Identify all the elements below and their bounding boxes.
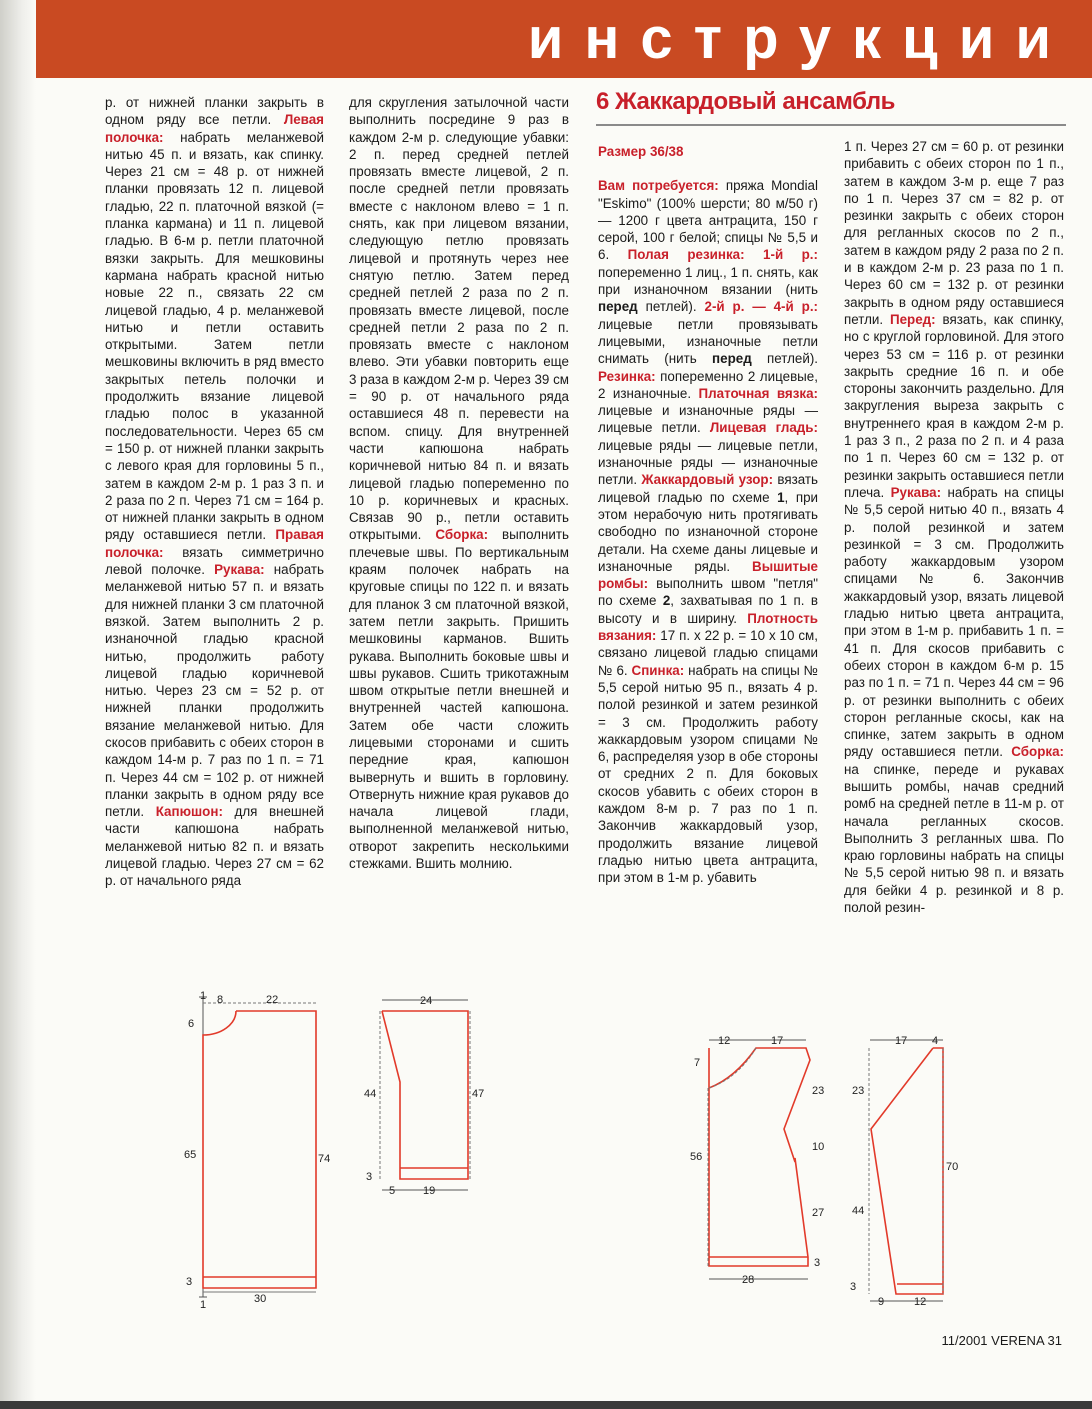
- hood-heading: Капюшон:: [155, 804, 223, 820]
- page-footer: [942, 1333, 1063, 1348]
- hood-text: для внешней части капюшона набрать меланжевой нитью 82 п. и вязать лицевой гладью. Через 27 см = 62 р. от начального ряда: [105, 804, 324, 889]
- density-text: 17 п. х 22 р. = 10 х 10 см, связано лицевой гладью спицами № 6.: [598, 628, 818, 678]
- dim-5: 5: [389, 1185, 396, 1197]
- dim-8: 8: [217, 994, 224, 1006]
- right-front-text: вязать симметрично левой полочке.: [105, 544, 324, 578]
- sleeve-heading: Рукава:: [214, 562, 265, 578]
- rib-text4: петлей).: [766, 351, 818, 367]
- jacquard-text2: , при этом нерабочую нить протягивать свободно по изнаночной стороне детали. На схеме даны лицевые и изнаночные ряды.: [598, 489, 818, 574]
- dim-47: 47: [472, 1088, 485, 1100]
- dim-4: 4: [932, 1035, 939, 1047]
- sleeve2-heading: Рукава:: [890, 484, 942, 500]
- dim-24: 24: [420, 995, 433, 1007]
- schematic-body: [690, 1035, 824, 1286]
- dim-22: 22: [266, 994, 279, 1006]
- left-front-text: набрать меланжевой нитью 45 п. и вязать, как спинку. Через 21 см = 48 р. от нижней планки провязать 12 п. лицевой гладью, 22 п. платочной вязкой (= планка кармана) и 11 п. лицевой гладью. В 6-м р. петли платочной вязки закрыть. Для мешковины кармана набрать красной нитью новые 22 п., связать 22 см лицевой гладью, 4 р. меланжевой нитью и петли оставить открытыми. Затем петли мешковины включить в ряд вместо закрытых петель полочки и продолжить вязание лицевой гладью полос в указанной последовательности. Через 65 см = 150 р. от нижней планки закрыть с левого края для горловины 5 п., затем в каждом 2-м р. 1 раз 3 п. и 2 раза по 2 п. Через 71 см = 164 р. от нижней планки закрыть в одном ряду оставшиеся петли.: [105, 129, 324, 543]
- sleeve2-text: набрать на спицы № 5,5 серой нитью 40 п., вязать 4 р. полой резинкой и затем резинкой = 3 см. Продолжить работу жаккардовым узором спицами № 6. Закончив жаккардовый узор, вязать лицевой гладью нитью цвета антрацита, при этом в 1-м р. прибавить 1 п. = 41 п. Для скосов прибавить с обеих сторон в каждом 6-м р. 15 раз по 1 п. = 71 п. Через 44 см = 96 р. от резинки выполнить с обеих сторон регланные скосы, как на спинке, затем закрыть в одном ряду оставшиеся петли.: [844, 484, 1064, 760]
- jacquard-text1: вязать лицевой гладью по схеме: [598, 472, 818, 505]
- section-title: 6 Жаккардовый ансамбль: [596, 88, 895, 115]
- schematic-raglan-sleeve: [850, 1035, 958, 1308]
- dim-1-bottom: 1: [200, 1299, 207, 1311]
- dim-3: 3: [186, 1276, 193, 1288]
- dim-9: 9: [878, 1296, 885, 1308]
- back-text: набрать на спицы № 5,5 серой нитью 95 п., вязать 4 р. полой резинкой и затем резинкой = 3 см. Продолжить работу жаккардовым узором спицами № 6, распределяя узор в обе стороны от средних 2 п. Для боковых скосов убавить с обеих сторон в каждом 8-м р. 7 раз по 1 п. Закончив жаккардовый узор, продолжить вязание лицевой гладью нитью цвета антрацита, при этом в 1-м р. убавить: [598, 662, 818, 886]
- dim-70: 70: [946, 1161, 959, 1173]
- front-heading: Перед:: [889, 311, 936, 327]
- dim-sleeve-3: 3: [366, 1171, 373, 1183]
- garter-heading: Платочная вязка:: [698, 385, 818, 401]
- assembly2-heading: Сборка:: [1011, 744, 1064, 760]
- dim-44: 44: [364, 1088, 377, 1100]
- dim-74: 74: [318, 1153, 331, 1165]
- dim-raglan-44: 44: [852, 1205, 865, 1217]
- back-heading: Спинка:: [631, 662, 685, 678]
- sleeve-text: набрать меланжевой нитью 57 п. и вязать для нижней планки 3 см платочной вязкой. Затем выполнить 2 р. изнаночной гладью красной нитью, продолжить работу лицевой гладью коричневой нитью. Через 23 см = 52 р. от нижней планки продолжить вязание меланжевой нитью. Для скосов прибавить с обеих сторон в каждом 14-м р. 7 раз по 1 п. = 71 п. Через 44 см = 102 р. от нижней планки закрыть в одном ряду все петли.: [105, 562, 324, 820]
- header-title: инструкции: [527, 6, 1072, 71]
- dim-12: 12: [718, 1035, 731, 1047]
- dim-23: 23: [812, 1085, 825, 1097]
- dim-30: 30: [254, 1293, 267, 1305]
- dim-raglan-12: 12: [914, 1296, 927, 1308]
- dim-7: 7: [694, 1057, 701, 1069]
- schematic-sleeve: [364, 995, 484, 1197]
- col1-intro: р. от нижней планки закрыть в одном ряду все петли.: [105, 95, 324, 128]
- rib-front1: перед: [598, 299, 638, 315]
- rib-front2: перед: [712, 351, 752, 367]
- rib-text1: попеременно 1 лиц., 1 п. снять, как при изнаночном вязании (нить: [598, 264, 818, 298]
- dim-10: 10: [812, 1141, 825, 1153]
- jacquard-scheme-number: 1: [777, 489, 785, 505]
- assembly-text: выполнить плечевые швы. По вертикальным краям полочек набрать на круговые спицы по 122 п. и вязать для планок 3 см платочной вязкой, затем петли закрыть. Пришить мешковины карманов. Вшить рукава. Выполнить боковые швы и швы рукавов. Сшить трикотажным швом открытые петли внешней и внутренней частей капюшона. Затем обе части сложить лицевыми сторонами и сшить передние края, капюшон вывернуть и вшить в горловину. Отвернуть нижние края рукавов до начала лицевой глади, выполненной меланжевой нитью, отворот закрепить несколькими стежками. Вшить молнию.: [349, 527, 569, 872]
- embroidery-scheme-number: 2: [662, 593, 671, 609]
- dim-19: 19: [423, 1185, 436, 1197]
- magazine-name: VERENA: [991, 1333, 1044, 1348]
- dim-raglan-3: 3: [850, 1281, 857, 1293]
- rib-row2: 2-й р. — 4-й р.:: [704, 299, 818, 315]
- assembly2-text: на спинке, переде и рукавах вышить ромбы, начав средний ромб на средней петле в 11-м р. от начала регланных скосов. Выполнить 3 регланных шва. По краю горловины набрать на спицы № 5,5 серой нитью 98 п. и вязать для бейки 4 р. резинкой и 8 р. полой резин-: [844, 761, 1064, 916]
- dim-27: 27: [812, 1207, 825, 1219]
- rib-text2: петлей).: [645, 299, 697, 315]
- jacquard-heading: Жаккардовый узор:: [641, 472, 774, 488]
- materials-text: пряжа Mondial "Eskimo" (100% шерсти; 80 м/50 г) — 1200 г цвета антрацита, 150 г серой, 100 г белой; спицы № 5,5 и 6.: [598, 178, 818, 263]
- front-text: вязать, как спинку, но с круглой горловиной. Для этого через 53 см = 116 р. от резинки закрыть средние 16 п. и обе стороны закончить раздельно. Для закругления выреза закрыть с внутреннего края в каждом 2-м р. 1 раз 3 п., 2 раза по 2 п. и 4 раза по 1 п. Через 60 см = 132 р. от резинки закрыть оставшиеся петли плеча.: [844, 311, 1064, 500]
- rib-row1: 1-й р.:: [763, 247, 818, 263]
- right-front-heading: Правая полочка:: [105, 527, 324, 560]
- rib-text3: лицевые петли провязывать лицевыми, изнаночные петли снимать (нить: [598, 316, 818, 367]
- dim-raglan-17: 17: [895, 1035, 908, 1047]
- elastic-heading: Резинка:: [598, 368, 656, 384]
- embroidery-text1: выполнить швом "петля" по схеме: [598, 576, 818, 609]
- dim-65: 65: [184, 1149, 197, 1161]
- page-number: 31: [1047, 1333, 1062, 1348]
- col4-intro: 1 п. Через 27 см = 60 р. от резинки прибавить с обеих сторон по 1 п., затем в каждом 3-м р. еще 7 раз по 1 п. Через 37 см = 82 р. от резинки закрыть с обеих сторон для регланных скосов по 2 п., затем в каждом ряду 2 раза по 2 п. и в каждом 2-м р. 23 раза по 1 п. Через 60 см = 132 р. от резинки закрыть в одном ряду оставшиеся петли.: [844, 139, 1064, 327]
- dim-17: 17: [771, 1035, 784, 1047]
- dim-6: 6: [188, 1018, 195, 1030]
- left-front-heading: Левая полочка:: [105, 112, 324, 145]
- dim-raglan-23: 23: [852, 1085, 865, 1097]
- schematic-front-panel: [184, 990, 330, 1311]
- dim-body-3: 3: [814, 1257, 821, 1269]
- dim-56: 56: [690, 1151, 703, 1163]
- embroidery-text2: , захватывая по 1 п. в высоту и в ширину.: [598, 593, 818, 626]
- stockinette-heading: Лицевая гладь:: [709, 420, 818, 436]
- size-label: Размер 36/38: [598, 144, 684, 159]
- issue-date: 11/2001: [941, 1333, 988, 1348]
- elastic-text: попеременно 2 лицевые, 2 изнаночные.: [598, 368, 818, 401]
- density-heading: Плотность вязания:: [598, 610, 818, 644]
- dim-1-top: 1: [200, 990, 207, 1002]
- embroidery-heading: Вышитые ромбы:: [598, 558, 818, 592]
- dim-28: 28: [742, 1274, 755, 1286]
- garter-text: лицевые и изнаночные ряды — лицевые петли.: [598, 403, 818, 436]
- assembly-heading: Сборка:: [435, 527, 489, 543]
- stockinette-text: лицевые ряды — лицевые петли, изнаночные ряды — изнаночные петли.: [598, 437, 818, 488]
- rib-heading: Полая резинка:: [627, 247, 745, 263]
- col2-intro: для скругления затылочной части выполнить посредине 9 раз в каждом 2-м р. следующие убавки: 2 п. перед средней петлей провязать вместе лицевой, 2 п. после средней петли провязать вместе с наклоном влево = 1 п. снять, как при лицевом вязании, следующую петлю провязать лицевой и протянуть через нее снятую петлю. Затем перед средней петлей 2 раза по 2 п. провязать вместе лицевой, после средней петли 2 раза по 2 п. провязать вместе с наклоном влево. Эти убавки повторить еще 3 раза в каждом 2-м р. Через 39 см = 90 р. от начального ряда оставшиеся 48 п. перевести на вспом. спицу. Для внутренней части капюшона набрать коричневой нитью 84 п. и вязать лицевой гладью попеременно по 10 р. коричневых и красных. Связав 90 р., петли оставить открытыми.: [349, 95, 569, 543]
- materials-heading: Вам потребуется:: [598, 178, 719, 194]
